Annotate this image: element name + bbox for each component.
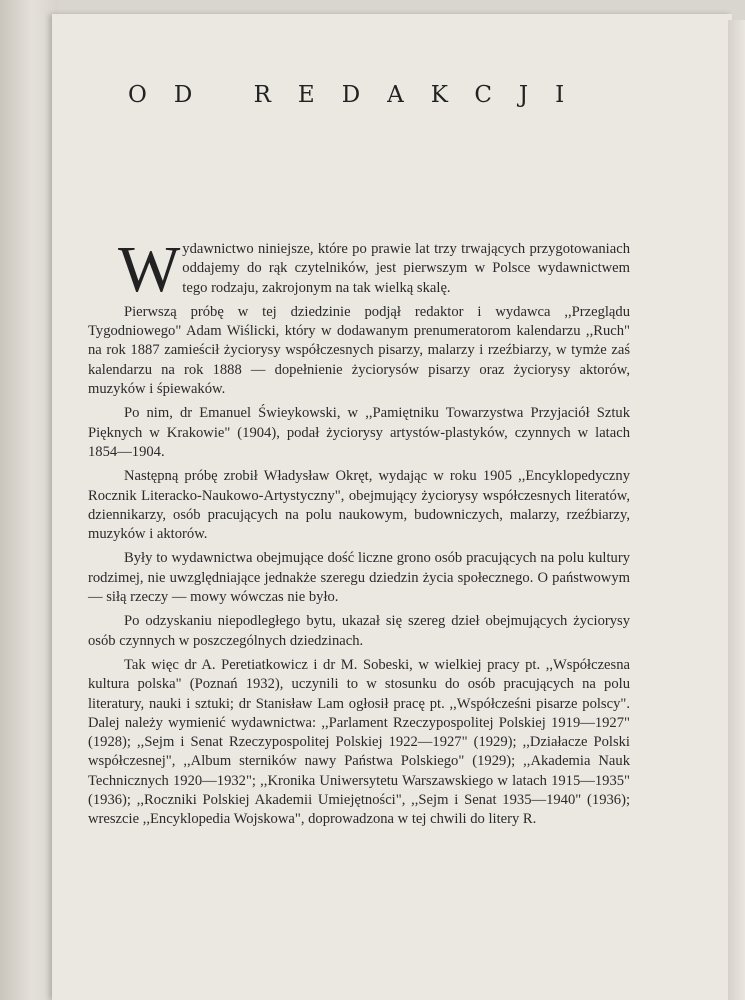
paragraph-1-text: ydawnictwo niniejsze, które po prawie lat trzy trwających przygotowaniach oddajemy do rąk czytelników, jest pierwszym w Polsce wydawnictwem tego rodzaju, zakrojonym na tak wielką skalę. bbox=[182, 241, 630, 296]
page-heading: OD REDAKCJI bbox=[128, 82, 592, 108]
drop-cap: W bbox=[118, 233, 181, 306]
paragraph-7: Tak więc dr A. Peretiatkowicz i dr M. Sobeski, w wielkiej pracy pt. ,,Współczesna kultura polska" (Poznań 1932), uczynili to w stosunku do osób pracujących na polu literatury, nauki i sztuki; dr Stanisław Lam ogłosił pracę pt. ,,Współcześni pisarze polscy". Dalej należy wymienić wydawnictwa: ,,Parlament Rzeczypospolitej Polskiej 1919—1927" (1928); ,,Sejm i Senat Rzeczypospolitej Polskiej 1922—1927" (1929); ,,Działacze Polski współczesnej", ,,Album sterników nawy Państwa Polskiego" (1929); ,,Akademia Nauk Technicznych 1920—1932"; ,,Kronika Uniwersytetu Warszawskiego w latach 1915—1935" (1936); ,,Roczniki Polskiej Akademii Umiejętności", ,,Sejm i Senat 1935—1940" (1936); wreszcie ,,Encyklopedia Wojskowa", doprowadzona w tej chwili do litery R. bbox=[88, 656, 630, 828]
paragraph-6: Po odzyskaniu niepodległego bytu, ukazał się szereg dzieł obejmujących życiorysy osób czynnych w poszczególnych dziedzinach. bbox=[88, 613, 630, 649]
paragraph-3: Po nim, dr Emanuel Świeykowski, w ,,Pamiętniku Towarzystwa Przyjaciół Sztuk Pięknych w Krakowie" (1904), podał życiorysy artystów-plastyków, czynnych w latach 1854—1904. bbox=[88, 405, 630, 460]
left-page-edge bbox=[0, 0, 58, 1000]
paragraph-1 bbox=[88, 233, 630, 306]
paragraph-4: Następną próbę zrobił Władysław Okręt, wydając w roku 1905 ,,Encyklopedyczny Rocznik Literacko-Naukowo-Artystyczny", obejmujący życiorysy współczesnych literatów, dziennikarzy, osób pracujących na polu naukowym, budowniczych, malarzy, rzeźbiarzy, muzyków i aktorów. bbox=[88, 468, 630, 543]
page-body bbox=[88, 233, 630, 835]
paragraph-5: Były to wydawnictwa obejmujące dość liczne grono osób pracujących na polu kultury rodzimej, nie uwzględniające jednakże szeregu dziedzin życia społecznego. O państwowym — siłą rzeczy — mowy wówczas nie było. bbox=[88, 550, 630, 606]
right-page-edge bbox=[728, 20, 745, 1000]
paragraph-2: Pierwszą próbę w tej dziedzinie podjął redaktor i wydawca ,,Przeglądu Tygodniowego" Adam Wiślicki, który w dodawanym prenumeratorom kalendarzu ,,Ruch" na rok 1887 zamieścił życiorysy współczesnych pisarzy, malarzy i rzeźbiarzy, w tymże zaś kalendarzu na rok 1888 — dopełnienie życiorysów pisarzy oraz życiorysy aktorów, muzyków i śpiewaków. bbox=[88, 303, 630, 398]
